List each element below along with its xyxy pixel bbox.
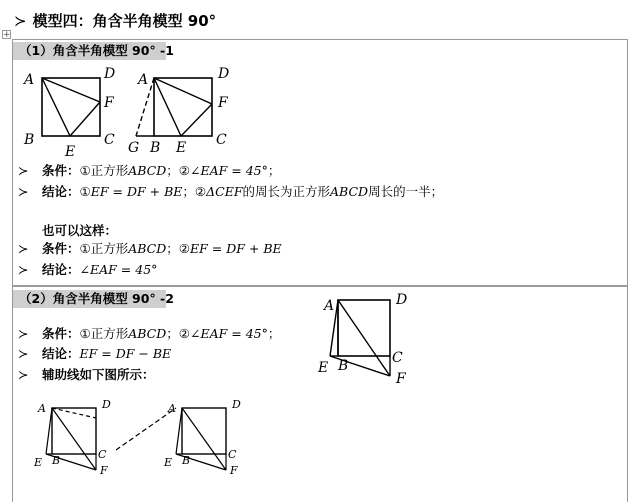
fig4-label-b: B: [52, 454, 61, 467]
conclusion-line-2: ≻ 结论：EF = DF − BE: [18, 346, 172, 361]
fig3-label-f: F: [396, 371, 406, 387]
figure-aux-1: [30, 396, 120, 478]
fig5-label-f: F: [230, 464, 238, 477]
condition-line-2: ≻ 条件：①正方形ABCD；②∠EAF = 45°；: [18, 326, 281, 341]
bullet-arrow-icon: ≻: [18, 262, 29, 277]
fig3-label-e: E: [318, 360, 329, 376]
fig3-label-a: A: [324, 298, 335, 314]
bullet-arrow-icon: ≻: [18, 367, 29, 382]
figure-square-half-angle-2: [126, 64, 248, 160]
fig2-label-e: E: [176, 140, 187, 156]
fig5-label-c: C: [228, 448, 237, 461]
page-title: [14, 10, 216, 31]
fig5-label-b: B: [182, 454, 191, 467]
fig2-label-f: F: [218, 95, 228, 111]
bullet-arrow-icon: ≻: [18, 184, 29, 199]
fig2-label-g: G: [128, 140, 140, 156]
fig1-label-b: B: [24, 132, 35, 148]
fig2-label-a: A: [138, 72, 149, 88]
also-heading: 也可以这样：: [42, 223, 118, 238]
bullet-arrow-icon: ≻: [18, 241, 29, 256]
fig2-label-c: C: [216, 132, 227, 148]
fig3-label-c: C: [392, 350, 403, 366]
bullet-arrow-icon: ≻: [18, 326, 29, 341]
fig5-label-a: A: [168, 402, 176, 415]
fig5-label-e: E: [164, 456, 173, 469]
section-1-banner: （1）角含半角模型 90° -1: [13, 42, 166, 60]
aux-line-label: ≻ 辅助线如下图所示：: [18, 367, 155, 382]
fig1-label-a: A: [24, 72, 35, 88]
fig4-label-c: C: [98, 448, 107, 461]
fig2-label-d: D: [218, 66, 230, 82]
fig1-label-e: E: [65, 144, 76, 160]
condition-line-1: ≻ 条件：①正方形ABCD；②∠EAF = 45°；: [18, 163, 281, 178]
figure-aux-2: [160, 396, 252, 478]
expand-handle-icon[interactable]: +: [3, 30, 11, 40]
bullet-arrow-icon: ≻: [18, 163, 29, 178]
title-marker: ≻: [14, 12, 27, 30]
fig4-label-f: F: [100, 464, 108, 477]
fig1-label-c: C: [104, 132, 115, 148]
fig1-label-d: D: [104, 66, 116, 82]
fig4-label-d: D: [102, 398, 111, 411]
conclusion-line-1: ≻ 结论：①EF = DF + BE；②ΔCEF的周长为正方形ABCD周长的一半；: [18, 184, 444, 199]
figure-square-half-angle-3: [312, 290, 422, 390]
title-text: 模型四：角含半角模型 90°: [32, 12, 217, 30]
fig4-label-e: E: [34, 456, 43, 469]
fig3-label-d: D: [396, 292, 408, 308]
figure-square-half-angle-1: [20, 64, 130, 160]
fig4-label-a: A: [38, 402, 46, 415]
also-condition-line: ≻ 条件：①正方形ABCD；②EF = DF + BE: [18, 241, 282, 256]
also-conclusion-line: ≻ 结论：∠EAF = 45°: [18, 262, 158, 277]
fig3-label-b: B: [338, 358, 349, 374]
section-2-banner: （2）角含半角模型 90° -2: [13, 290, 166, 308]
fig5-label-d: D: [232, 398, 241, 411]
fig2-label-b: B: [150, 140, 161, 156]
bullet-arrow-icon: ≻: [18, 346, 29, 361]
fig1-label-f: F: [104, 95, 114, 111]
